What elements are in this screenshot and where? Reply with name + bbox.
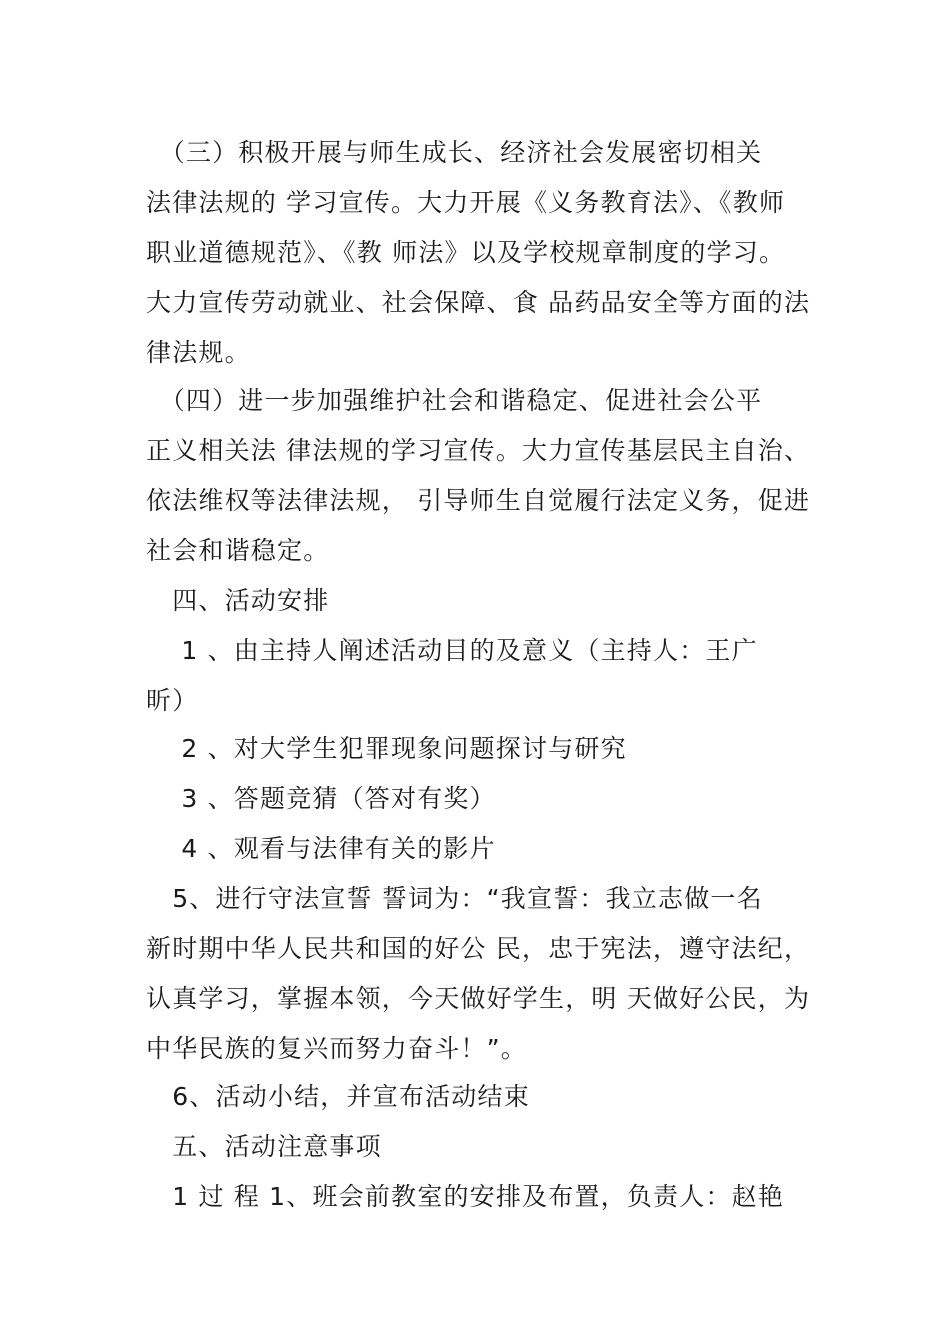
text-line: 认真学习，掌握本领，今天做好学生，明 天做好公民，为 [146,984,811,1013]
text-line: 社会和谐稳定。 [146,536,330,565]
text-line: （三）积极开展与师生成长、经济社会发展密切相关 [146,138,763,167]
text-line: 中华民族的复兴而努力奋斗！”。 [146,1034,527,1063]
section-heading: 四、活动安排 [146,586,330,615]
text-line: 2 、对大学生犯罪现象问题探讨与研究 [146,734,627,763]
text-line: 新时期中华人民共和国的好公 民，忠于宪法，遵守法纪， [146,934,811,963]
text-line: 正义相关法 律法规的学习宣传。大力宣传基层民主自治、 [146,436,811,465]
text-line: （四）进一步加强维护社会和谐稳定、促进社会公平 [146,386,763,415]
paragraph-section-4 [146,376,811,576]
text-line: 5、进行守法宣誓 誓词为：“我宣誓：我立志做一名 [146,884,763,913]
list-item-6 [146,1072,811,1122]
note-item-1 [146,1172,811,1222]
text-line: 6、活动小结，并宣布活动结束 [146,1082,530,1111]
text-line: 1 过 程 1、班会前教室的安排及布置，负责人：赵艳 [146,1182,785,1211]
list-item-3 [146,774,811,824]
text-line: 4 、观看与法律有关的影片 [146,834,496,863]
list-item-1 [146,626,811,726]
text-line: 1 、由主持人阐述活动目的及意义（主持人：王广 [146,636,758,665]
section-heading: 五、活动注意事项 [146,1132,382,1161]
text-line: 职业道德规范》、《教 师法》以及学校规章制度的学习。 [146,238,786,267]
text-line: 依法维权等法律法规， 引导师生自觉履行法定义务，促进 [146,486,811,515]
paragraph-section-3 [146,128,811,378]
text-line: 3 、答题竞猜（答对有奖） [146,784,496,813]
heading-notes [146,1122,811,1172]
list-item-2 [146,724,811,774]
heading-activity-arrangement [146,576,811,626]
text-line: 大力宣传劳动就业、社会保障、食 品药品安全等方面的法 [146,288,811,317]
list-item-5 [146,874,811,1074]
text-line: 法律法规的 学习宣传。大力开展《义务教育法》、《教师 [146,188,786,217]
text-line: 昕） [146,686,199,715]
list-item-4 [146,824,811,874]
text-line: 律法规。 [146,338,251,367]
